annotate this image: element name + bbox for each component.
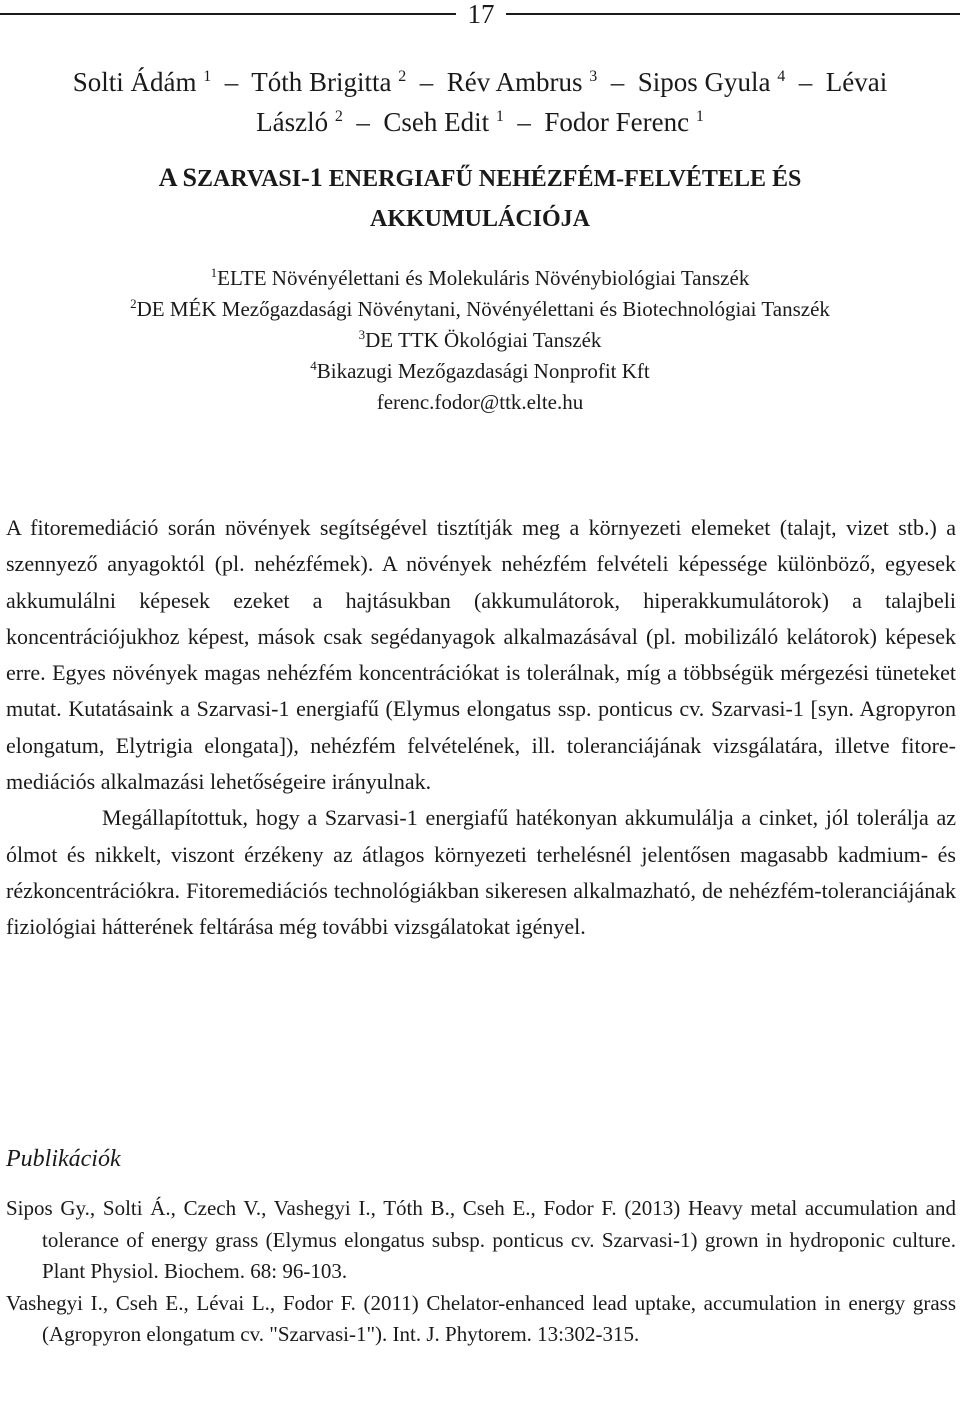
header-rule-right (506, 13, 960, 15)
affiliation-number: 3 (358, 327, 366, 342)
title-smallcaps: ZARVASI (197, 166, 302, 192)
author-affiliation-marker: 2 (334, 108, 343, 125)
affiliation-line (0, 356, 960, 387)
author-separator: – (798, 67, 813, 97)
reference-list (6, 1193, 956, 1351)
paper-title (0, 158, 960, 239)
author-name: Solti Ádám (72, 67, 197, 97)
author-line-1 (0, 62, 960, 102)
affiliation-text: DE MÉK Mezőgazdasági Növénytani, Növényélettani és Biotechnológiai Tanszék (136, 297, 830, 321)
page-number: 17 (467, 0, 495, 29)
title-line-1 (0, 158, 960, 199)
affiliation-number: 2 (130, 296, 137, 311)
author-affiliation-marker: 1 (695, 108, 704, 125)
affiliation-line (0, 294, 960, 325)
author-separator: – (224, 67, 239, 97)
affiliations (0, 263, 960, 418)
author-affiliation-marker: 1 (495, 108, 504, 125)
affiliation-line (0, 263, 960, 294)
title-initial: A S (158, 163, 197, 192)
author-name: Rév Ambrus (446, 67, 583, 97)
author-name: Fodor Ferenc (544, 107, 690, 137)
author-affiliation-marker: 2 (398, 68, 407, 85)
author-line-2 (0, 102, 960, 142)
reference-item: Vashegyi I., Cseh E., Lévai L., Fodor F. (2011) Chelator-enhanced lead uptake, accumulation in energy grass (Agropyron elongatum cv. "Szarvasi-1"). Int. J. Phytorem. 13:302-315. (6, 1290, 956, 1346)
author-separator: – (356, 107, 370, 137)
affiliation-text: Bikazugi Mezőgazdasági Nonprofit Kft (316, 359, 650, 383)
affiliation-number: 1 (210, 265, 218, 280)
author-name: Cseh Edit (383, 107, 490, 137)
author-name: Tóth Brigitta (251, 67, 392, 97)
author-list (0, 62, 960, 142)
affiliation-number: 4 (310, 358, 317, 373)
author-name-first: Lévai (825, 67, 888, 97)
author-separator: – (419, 67, 434, 97)
page-header (0, 0, 960, 30)
author-separator: – (517, 107, 531, 137)
reference-item: Sipos Gy., Solti Á., Czech V., Vashegyi I., Tóth B., Cseh E., Fodor F. (2013) Heavy metal accumulation and tolerance of energy grass (Elymus elongatus subsp. ponticus cv. Szarvasi-1) grown in hydroponic culture. Plant Physiol. Biochem. 68: 96-103. (6, 1196, 956, 1283)
author-affiliation-marker: 1 (203, 68, 212, 85)
abstract-paragraph-1: A fitoremediáció során növények segítségével tisztítják meg a környezeti elemeket (talajt, vizet stb.) a szennyező anyagoktól (pl. nehézfémek). A növények nehézfém felvételi képessége különböző, egyesek akkumulálni képesek ezeket a hajtásukban (akkumulátorok, hiperakkumulátorok) a talajbeli koncentrációjukhoz képest, mások csak segédanyagok alkalmazásával (pl. mobilizáló kelátorok) képesek erre. Egyes növények magas nehézfém koncentrációkat is tolerálnak, míg a többségük mérgezési tüneteket mutat. Kutatásaink a Szarvasi-1 energiafű (Elymus elongatus ssp. ponticus cv. Szarvasi-1 [syn. Agropyron elongatum, Elytrigia elongata]), nehézfém felvételének, ill. toleranciájának vizsgálatára, illetve fitore-mediációs alkalmazási lehetőségeire irányulnak. (6, 515, 956, 795)
contact-email[interactable]: ferenc.fodor@ttk.elte.hu (376, 390, 584, 414)
affiliation-line (0, 325, 960, 356)
author-name: Sipos Gyula (637, 67, 771, 97)
author-affiliation-marker: 4 (777, 68, 786, 85)
abstract (6, 510, 956, 946)
header-rule-left (0, 13, 456, 15)
publications-heading: Publikációk (6, 1146, 121, 1172)
abstract-paragraph-2: Megállapítottuk, hogy a Szarvasi-1 energiafű hatékonyan akkumulálja a cinket, jól tolerálja az ólmot és nikkelt, viszont érzékeny az átlagos környezeti terhelésnél jelentősen magasabb kadmium- és rézkoncentrációkra. Fitoremediációs technológiákban sikeresen alkalmazható, de nehézfém-toleranciájának fiziológiai hátterének feltárása még további vizsgálatokat igényel. (6, 805, 956, 940)
author-separator: – (610, 67, 625, 97)
author-name-last: László (256, 107, 329, 137)
affiliation-text: ELTE Növényélettani és Molekuláris Növénybiológiai Tanszék (217, 266, 750, 290)
title-rest: ENERGIAFŰ NEHÉZFÉM-FELVÉTELE ÉS (322, 166, 802, 192)
title-suffix: -1 (301, 163, 323, 192)
title-line-2: AKKUMULÁCIÓJA (370, 206, 590, 232)
affiliation-text: DE TTK Ökológiai Tanszék (365, 328, 602, 352)
author-affiliation-marker: 3 (589, 68, 598, 85)
